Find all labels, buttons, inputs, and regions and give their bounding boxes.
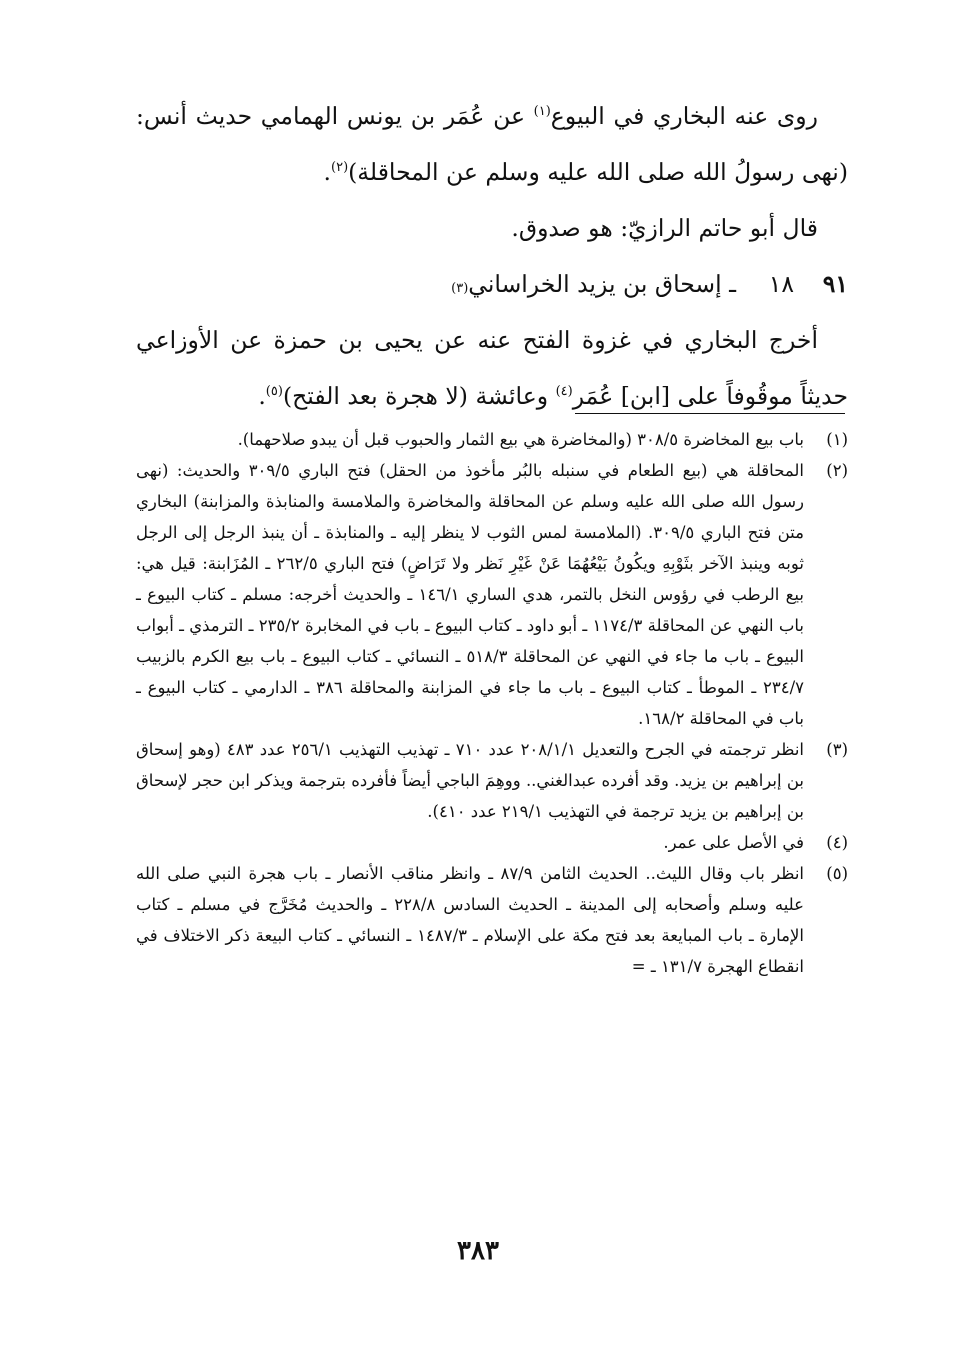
footnote-text: انظر ترجمته في الجرح والتعديل ٢٠٨/١/١ عدد ٧١٠ ـ تهذيب التهذيب ٢٥٦/١ عدد ٤٨٣ (وهو إسحاق بن إبراهيم بن يزيد. وقد أفرده عبدالغني.. ووهِمَ الباجي أيضاً فأفرده بترجمة ويذكر ابن حجر لإسحاق بن إبراهيم بن يزيد ترجمة في التهذيب ٢١٩/١ عدد ٤١٠). (136, 740, 804, 821)
footnote-item (136, 424, 848, 455)
paragraph-report-text: أخرج البخاري في غزوة الفتح عنه عن يحيى بن حمزة عن الأوزاعي حديثاً موقُوفاً على [ابن] عُمَر (136, 326, 848, 410)
footnote-item (136, 455, 848, 734)
paragraph-report-continuation: وعائشة (لا هجرة بعد الفتح) (282, 382, 556, 410)
page-number: ٣٨٣ (457, 1236, 499, 1266)
footnote-number: (١) (826, 430, 848, 449)
footnote-text: في الأصل على عمر. (663, 833, 804, 852)
footnote-ref-4[interactable]: (٤) (555, 384, 573, 399)
footnote-item (136, 827, 848, 858)
footnote-text: باب بيع المخاضرة ٣٠٨/٥ (والمخاضرة هي بيع الثمار والحبوب قبل أن يبدو صلاحهما). (237, 430, 804, 449)
footnote-number: (٢) (826, 461, 848, 480)
footnote-number: (٤) (826, 833, 848, 852)
footnote-ref-1[interactable]: (١) (533, 104, 551, 119)
entry-number: ٩١ (822, 270, 848, 298)
entry-name: ـ إسحاق بن يزيد الخراساني (468, 270, 736, 298)
entry-index: ١٨ (768, 270, 794, 298)
footnote-item (136, 734, 848, 827)
paragraph-narration (136, 88, 848, 200)
footnote-text: المحاقلة هي (بيع الطعام في سنبله بالبُر مأخوذ من الحقل) فتح الباري ٣٠٩/٥ والحديث: (نهى رسول الله صلى الله عليه وسلم عن المحاقلة والمخاضرة والملامسة والمنابذة والمزابنة) البخاري متن فتح الباري ٣٠٩/٥. (الملامسة لمس الثوب لا ينظر إليه ـ والمنابذة ـ أن ينبذ الرجل إلى الرجل ثوبه وينبذ الآخر بثَوْبِهِ ويكُونُ بَيْعُهُمَا عَنْ غَيْرِ نَظر ولا تَرَاضٍ) فتح الباري ٢٦٢/٥ ـ المُزَابنة: قيل هي: بيع الرطب في رؤوس النخل بالتمر، هدي الساري ١٤٦/١ ـ والحديث أخرجه: مسلم ـ كتاب البيوع ـ باب النهي عن المحاقلة ١١٧٤/٣ ـ أبو داود ـ كتاب البيوع ـ باب في المخابرة ٢٣٥/٢ ـ الترمذي ـ أبواب البيوع ـ باب ما جاء في النهي عن المحاقلة ٥١٨/٣ ـ النسائي ـ كتاب البيوع ـ باب بيع الكرم بالزبيب ٢٣٤/٧ ـ الموطأ ـ كتاب البيوع ـ باب ما جاء في المزابنة والمحاقلة ٣٨٦ ـ الدارمي ـ كتاب البيوع ـ باب في المحاقلة ١٦٨/٢. (136, 461, 805, 728)
paragraph-narration-continuation: عن عُمَر بن يونس الهمامي حديث أنس: (نهى رسولُ الله صلى الله عليه وسلم عن المحاقلة) (136, 102, 848, 186)
footnote-ref-2[interactable]: (٢) (331, 160, 349, 175)
paragraph-grading: قال أبو حاتم الرازيّ: هو صدوق. (511, 214, 818, 242)
footnotes-section (136, 424, 848, 982)
footnote-separator-rule (575, 413, 845, 414)
paragraph-report-end: . (258, 382, 266, 410)
narrator-entry-heading: ٩١ ١٨ ـ إسحاق بن يزيد الخراساني (٣) (136, 256, 848, 312)
footnote-ref-5[interactable]: (٥) (265, 384, 283, 399)
footnote-text: انظر باب وقال الليث.. الحديث الثامن ٨٧/٩ ـ وانظر مناقب الأنصار ـ باب هجرة النبي صلى الله عليه وسلم وأصحابه إلى المدينة ـ الحديث السادس ٢٢٨/٨ ـ والحديث مُخَرَّج في مسلم ـ كتاب الإمارة ـ باب المبايعة بعد فتح مكة على الإسلام ـ ١٤٨٧/٣ ـ النسائي ـ كتاب البيعة ذكر الاختلاف في انقطاع الهجرة ١٣١/٧ ـ = (136, 864, 805, 976)
main-text-block (136, 88, 848, 424)
paragraph-bukhari-report (136, 312, 848, 424)
paragraph-narration-text: روى عنه البخاري في البيوع (550, 102, 818, 130)
footnote-number: (٥) (826, 864, 848, 883)
footnote-number: (٣) (826, 740, 848, 759)
paragraph-narration-end: . (323, 158, 331, 186)
footnote-item (136, 858, 848, 982)
